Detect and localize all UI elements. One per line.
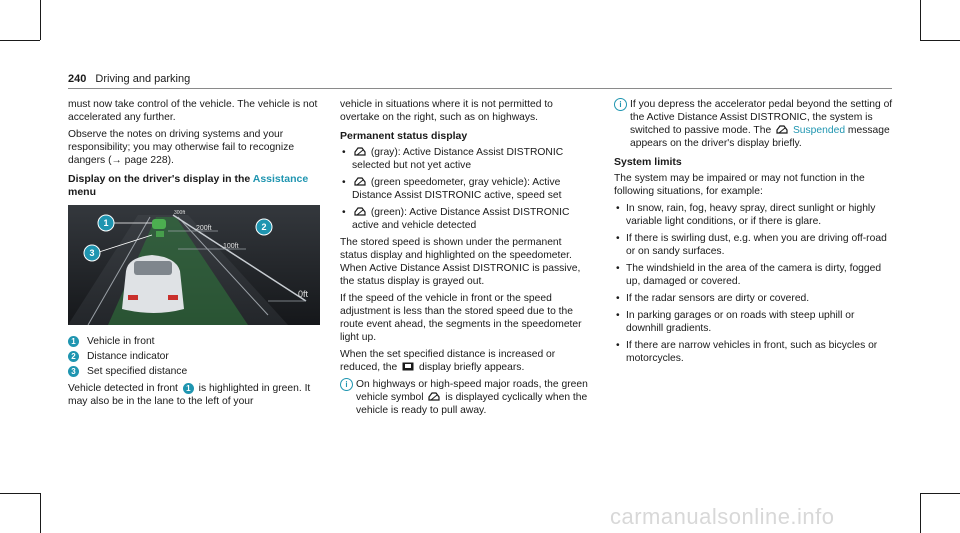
distance-label-300: 300ft xyxy=(174,210,186,216)
paragraph: Observe the notes on driving systems and your responsibility; you may otherwise fail to recognize dangers (→ page 228). xyxy=(68,129,295,166)
column-1 xyxy=(68,98,320,412)
menu-link: Assistance xyxy=(252,173,309,185)
list-item: • If there are narrow vehicles in front, such as bicycles or motorcycles. xyxy=(614,339,894,365)
green-vehicle-symbol-icon xyxy=(428,392,440,401)
svg-text:3: 3 xyxy=(89,248,95,258)
info-note: i If you depress the accelerator pedal beyond the setting of the Active Distance Assist DISTRONIC, the system is switched to passive mode. The Suspended message appears on the driver's display briefly. xyxy=(614,98,894,150)
legend-number: 3 xyxy=(68,366,79,377)
distronic-gray-icon xyxy=(354,147,366,156)
paragraph: The system may be impaired or may not function in the following situations, for example: xyxy=(614,173,865,197)
distance-label-200: 200ft xyxy=(196,225,212,232)
crop-mark xyxy=(920,40,960,41)
list-item: • In parking garages or on roads with steep uphill or downhill gradients. xyxy=(614,309,894,335)
svg-text:1: 1 xyxy=(103,218,109,228)
list-item: • In snow, rain, fog, heavy spray, direct sunlight or highly variable light conditions, or if there is glare. xyxy=(614,202,894,228)
distance-label-0: 0ft xyxy=(298,289,309,299)
suspended-message: Suspended xyxy=(792,125,846,136)
paragraph: must now take control of the vehicle. The vehicle is not accelerated any further. xyxy=(68,99,318,123)
crop-mark xyxy=(40,493,41,533)
info-icon: i xyxy=(614,98,627,111)
list-item: • The windshield in the area of the camera is dirty, fogged up, damaged or covered. xyxy=(614,262,894,288)
list-item: • If the radar sensors are dirty or covered. xyxy=(614,292,894,305)
distance-display-icon xyxy=(402,362,414,371)
list-item: • (green speedometer, gray vehicle): Active Distance Assist DISTRONIC active, speed set xyxy=(340,176,590,202)
limits-list xyxy=(614,202,894,365)
paragraph: If the speed of the vehicle in front or the speed adjustment is less than the stored speed due to the route event ahead, the segments in the speedometer light up. xyxy=(340,293,582,343)
distronic-green-icon xyxy=(354,207,366,216)
crop-mark xyxy=(0,493,40,494)
paragraph: When the set specified distance is increased or reduced, the display briefly appears. xyxy=(340,349,556,373)
distronic-icon xyxy=(776,125,788,134)
paragraph: The stored speed is shown under the permanent status display and highlighted on the speedometer. When Active Distance Assist DISTRONIC is passive, the status display is grayed out. xyxy=(340,237,581,287)
watermark: carmanualsonline.info xyxy=(610,504,835,529)
vehicle-in-front xyxy=(152,219,166,229)
distance-label-100: 100ft xyxy=(223,243,239,250)
legend-number: 2 xyxy=(68,351,79,362)
crop-mark xyxy=(0,40,40,41)
header-divider xyxy=(68,88,892,89)
svg-text:2: 2 xyxy=(261,222,267,232)
legend-number: 1 xyxy=(68,336,79,347)
own-vehicle xyxy=(122,255,184,313)
paragraph: vehicle in situations where it is not permitted to overtake on the right, such as on highways. xyxy=(340,99,553,123)
set-distance-marker xyxy=(156,231,164,237)
legend-item: 3 Set specified distance xyxy=(68,365,320,378)
paragraph: Vehicle detected in front 1 is highlighted in green. It may also be in the lane to the left of your xyxy=(68,383,311,407)
crop-mark xyxy=(40,0,41,40)
section-heading: Permanent status display xyxy=(340,130,468,142)
list-item: • (gray): Active Distance Assist DISTRONIC selected but not yet active xyxy=(340,146,590,172)
crop-mark xyxy=(920,493,921,533)
crop-mark xyxy=(920,0,921,40)
info-note: i On highways or high-speed major roads, the green vehicle symbol is displayed cyclically when the vehicle is ready to pull away. xyxy=(340,378,590,417)
column-2 xyxy=(340,98,590,417)
figure-legend xyxy=(68,335,320,378)
page-header xyxy=(68,73,190,85)
inline-number: 1 xyxy=(183,383,194,394)
distronic-speedometer-icon xyxy=(354,177,366,186)
section-heading: Display on the driver's display in the Assistance menu xyxy=(68,173,309,198)
page-number: 240 xyxy=(68,73,87,85)
legend-item: 1 Vehicle in front xyxy=(68,335,320,348)
assistance-display-figure xyxy=(68,205,320,325)
section-heading: System limits xyxy=(614,156,682,168)
column-3 xyxy=(614,98,894,369)
legend-item: 2 Distance indicator xyxy=(68,350,320,363)
crop-mark xyxy=(920,493,960,494)
section-title: Driving and parking xyxy=(95,73,191,85)
status-list xyxy=(340,146,590,232)
list-item: • (green): Active Distance Assist DISTRONIC active and vehicle detected xyxy=(340,206,590,232)
info-icon: i xyxy=(340,378,353,391)
list-item: • If there is swirling dust, e.g. when you are driving off-road or on sandy surfaces. xyxy=(614,232,894,258)
